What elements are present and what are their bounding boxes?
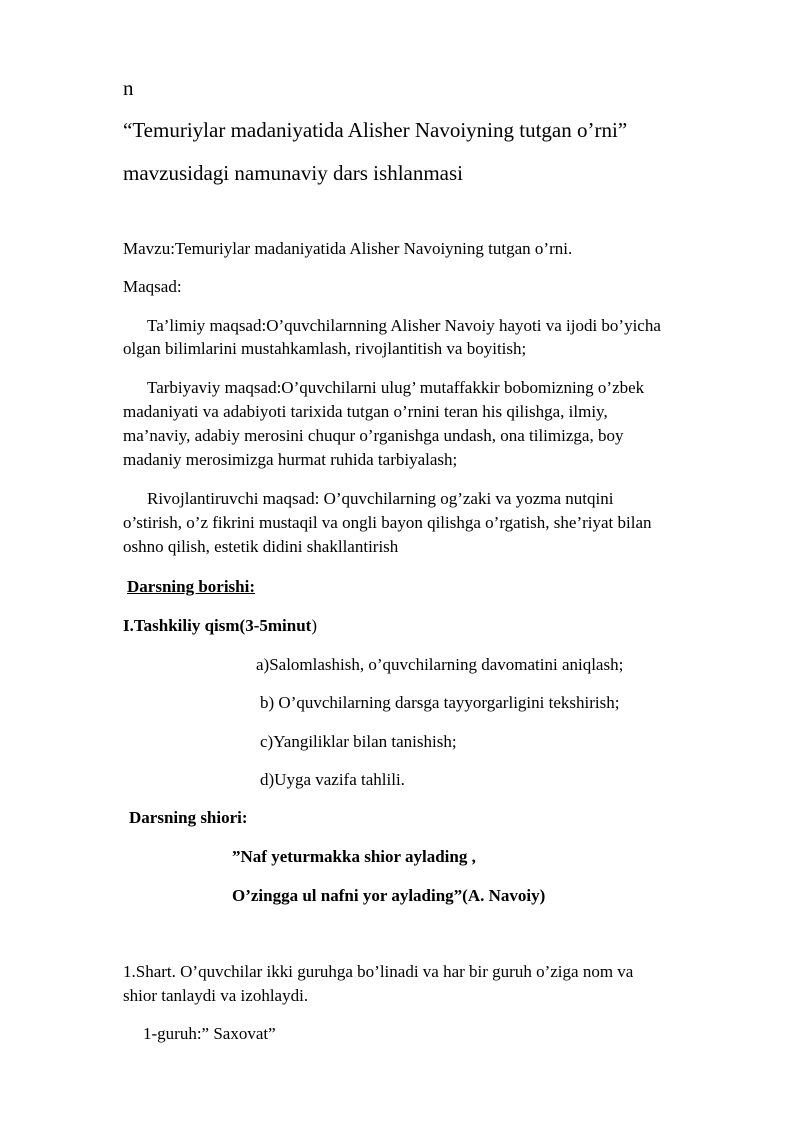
tashkiliy-heading-paren: ) [311,616,317,635]
step-a: a)Salomlashish, o’quvchilarning davomatini aniqlash; [256,655,624,674]
tarbiyaviy-line-2: madaniyati va adabiyoti tarixida tutgan o’rnini teran his qilishga, ilmiy, [123,402,608,421]
talimiy-line-1: Ta’limiy maqsad:O’quvchilarnning Alisher Navoiy hayoti va ijodi bo’yicha [147,316,661,335]
shart-line-2: shior tanlaydi va izohlaydi. [123,986,309,1005]
step-b: b) O’quvchilarning darsga tayyorgarligini tekshirish; [260,693,620,712]
tarbiyaviy-line-3: ma’naviy, adabiy merosini chuqur o’rganishga undash, ona tilimizga, boy [123,426,624,445]
shart-line-1: 1.Shart. O’quvchilar ikki guruhga bo’linadi va har bir guruh o’ziga nom va [123,962,634,981]
motto-line-2: O’zingga ul nafni yor aylading”(A. Navoiy) [232,886,546,905]
tarbiyaviy-line-1: Tarbiyaviy maqsad:O’quvchilarni ulug’ mutaffakkir bobomizning o’zbek [147,378,645,397]
shiori-heading: Darsning shiori: [129,808,248,827]
document-title-line-1: “Temuriylar madaniyatida Alisher Navoiyning tutgan o’rni” [123,118,628,142]
rivojlantiruvchi-line-1: Rivojlantiruvchi maqsad: O’quvchilarning og’zaki va yozma nutqini [147,489,614,508]
talimiy-line-2: olgan bilimlarini mustahkamlash, rivojlantitish va boyitish; [123,339,527,358]
step-d: d)Uyga vazifa tahlili. [260,770,405,789]
maqsad-label: Maqsad: [123,277,182,296]
tashkiliy-heading [123,614,317,637]
borishi-heading: Darsning borishi: [127,577,255,596]
step-c: c)Yangiliklar bilan tanishish; [260,732,457,751]
group-1-line: 1-guruh:” Saxovat” [143,1024,276,1043]
rivojlantiruvchi-line-2: o’stirish, o’z fikrini mustaqil va ongli bayon qilishga o’rgatish, she’riyat bilan [123,513,652,532]
tarbiyaviy-line-4: madaniy merosimizga hurmat ruhida tarbiyalash; [123,450,458,469]
rivojlantiruvchi-line-3: oshno qilish, estetik didini shakllantirish [123,537,399,556]
document-title-line-2: mavzusidagi namunaviy dars ishlanmasi [123,161,464,185]
tashkiliy-heading-bold: I.Tashkiliy qism(3-5minut [123,616,312,635]
motto-line-1: ”Naf yeturmakka shior aylading , [232,847,476,866]
stray-letter: n [123,76,134,100]
mavzu-line: Mavzu:Temuriylar madaniyatida Alisher Navoiyning tutgan o’rni. [123,239,573,258]
